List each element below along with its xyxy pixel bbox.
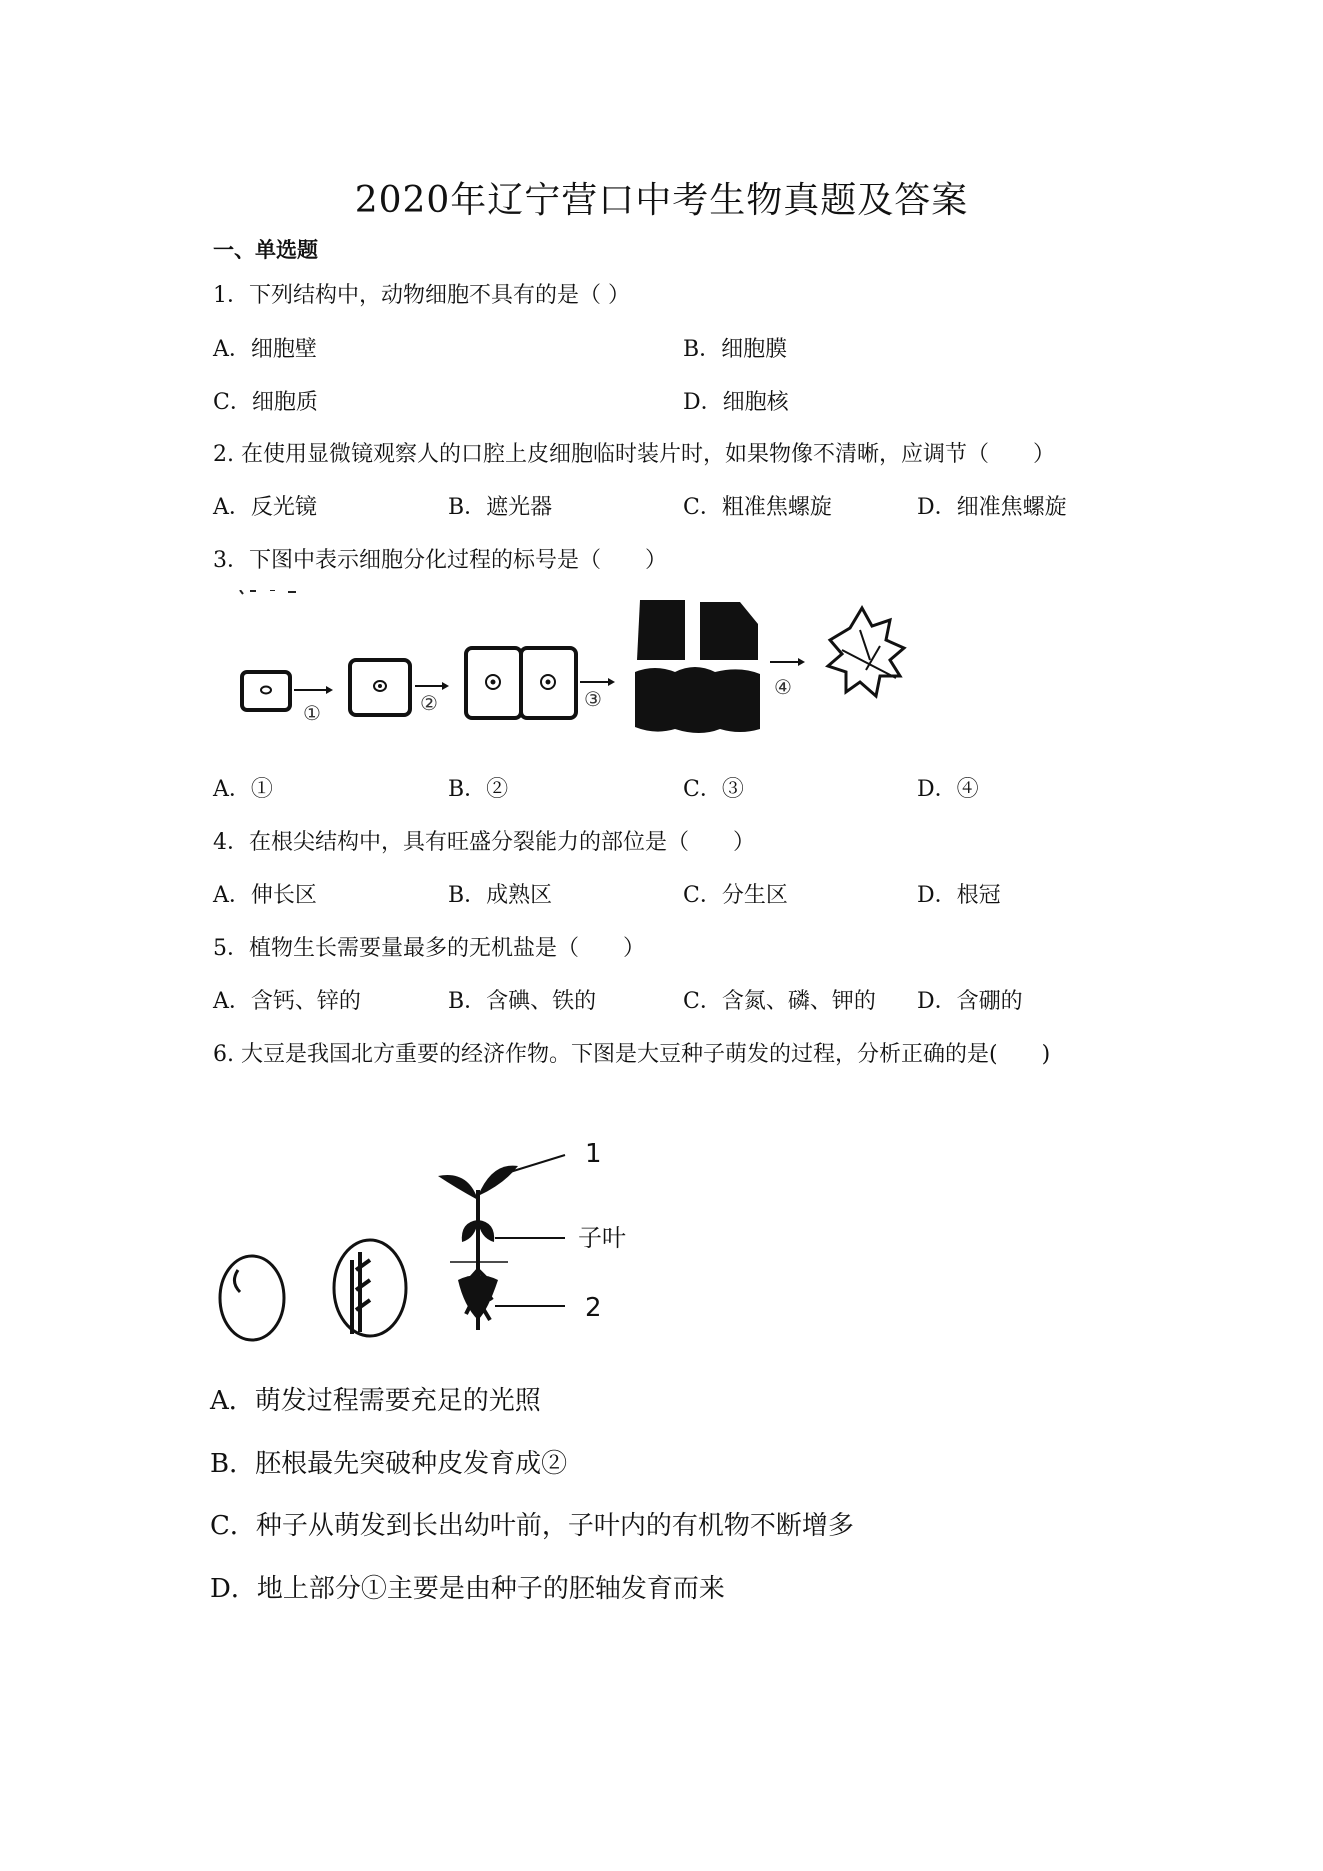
q1-option-d[interactable]: D．细胞核 <box>683 390 789 415</box>
seed-icon <box>220 1256 284 1340</box>
leaf-icon <box>828 608 904 696</box>
q5-option-b[interactable]: B．含碘、铁的 <box>448 989 597 1014</box>
tissue-block-3 <box>635 667 760 733</box>
q3-option-c[interactable]: C．③ <box>683 777 744 802</box>
q2-option-d[interactable]: D．细准焦螺旋 <box>917 495 1067 520</box>
q1-option-a[interactable]: A．细胞壁 <box>213 337 317 362</box>
q2-option-c[interactable]: C．粗准焦螺旋 <box>683 495 832 520</box>
question-3-stem: 3．下图中表示细胞分化过程的标号是（ ） <box>213 548 667 573</box>
q6-option-b[interactable]: B．胚根最先突破种皮发育成② <box>210 1449 568 1479</box>
question-6-stem: 6. 大豆是我国北方重要的经济作物。下图是大豆种子萌发的过程，分析正确的是( ) <box>213 1042 1051 1067</box>
section-heading: 一、单选题 <box>213 238 318 262</box>
q3-option-d[interactable]: D．④ <box>917 777 979 802</box>
tissue-block-2 <box>700 602 758 660</box>
germinating-seed-icon <box>334 1240 406 1336</box>
q5-option-c[interactable]: C．含氮、磷、钾的 <box>683 989 876 1014</box>
q2-option-a[interactable]: A．反光镜 <box>213 495 317 520</box>
q6-option-c[interactable]: C．种子从萌发到长出幼叶前，子叶内的有机物不断增多 <box>210 1511 854 1541</box>
q2-option-b[interactable]: B．遮光器 <box>448 495 553 520</box>
soybean-germination-figure <box>210 1120 660 1350</box>
q3-option-a[interactable]: A．① <box>213 777 273 802</box>
question-1-stem: 1．下列结构中，动物细胞不具有的是（ ） <box>213 283 630 308</box>
q4-option-a[interactable]: A．伸长区 <box>213 883 317 908</box>
step-label-4: ④ <box>774 675 792 699</box>
page-title: 2020年辽宁营口中考生物真题及答案 <box>354 180 969 221</box>
q4-option-b[interactable]: B．成熟区 <box>448 883 553 908</box>
question-4-stem: 4．在根尖结构中，具有旺盛分裂能力的部位是（ ） <box>213 830 755 855</box>
q1-option-c[interactable]: C．细胞质 <box>213 390 318 415</box>
q4-option-c[interactable]: C．分生区 <box>683 883 788 908</box>
cell-differentiation-figure <box>230 590 970 760</box>
q5-option-d[interactable]: D．含硼的 <box>917 989 1023 1014</box>
q6-option-d[interactable]: D．地上部分①主要是由种子的胚轴发育而来 <box>210 1574 725 1604</box>
label-2: 2 <box>585 1293 602 1323</box>
question-5-stem: 5．植物生长需要量最多的无机盐是（ ） <box>213 936 645 961</box>
question-2-stem: 2. 在使用显微镜观察人的口腔上皮细胞临时装片时，如果物像不清晰，应调节（ ） <box>213 442 1055 467</box>
step-label-2: ② <box>420 691 438 715</box>
q6-option-a[interactable]: A．萌发过程需要充足的光照 <box>210 1386 541 1416</box>
q3-option-b[interactable]: B．② <box>448 777 509 802</box>
cell-single <box>242 672 290 710</box>
q5-option-a[interactable]: A．含钙、锌的 <box>213 989 361 1014</box>
q1-option-b[interactable]: B．细胞膜 <box>683 337 788 362</box>
step-label-3: ③ <box>584 687 602 711</box>
step-label-1: ① <box>303 701 321 725</box>
q4-option-d[interactable]: D．根冠 <box>917 883 1001 908</box>
tissue-block-1 <box>637 600 685 660</box>
label-1: 1 <box>585 1139 602 1169</box>
label-cotyledon: 子叶 <box>578 1224 626 1252</box>
